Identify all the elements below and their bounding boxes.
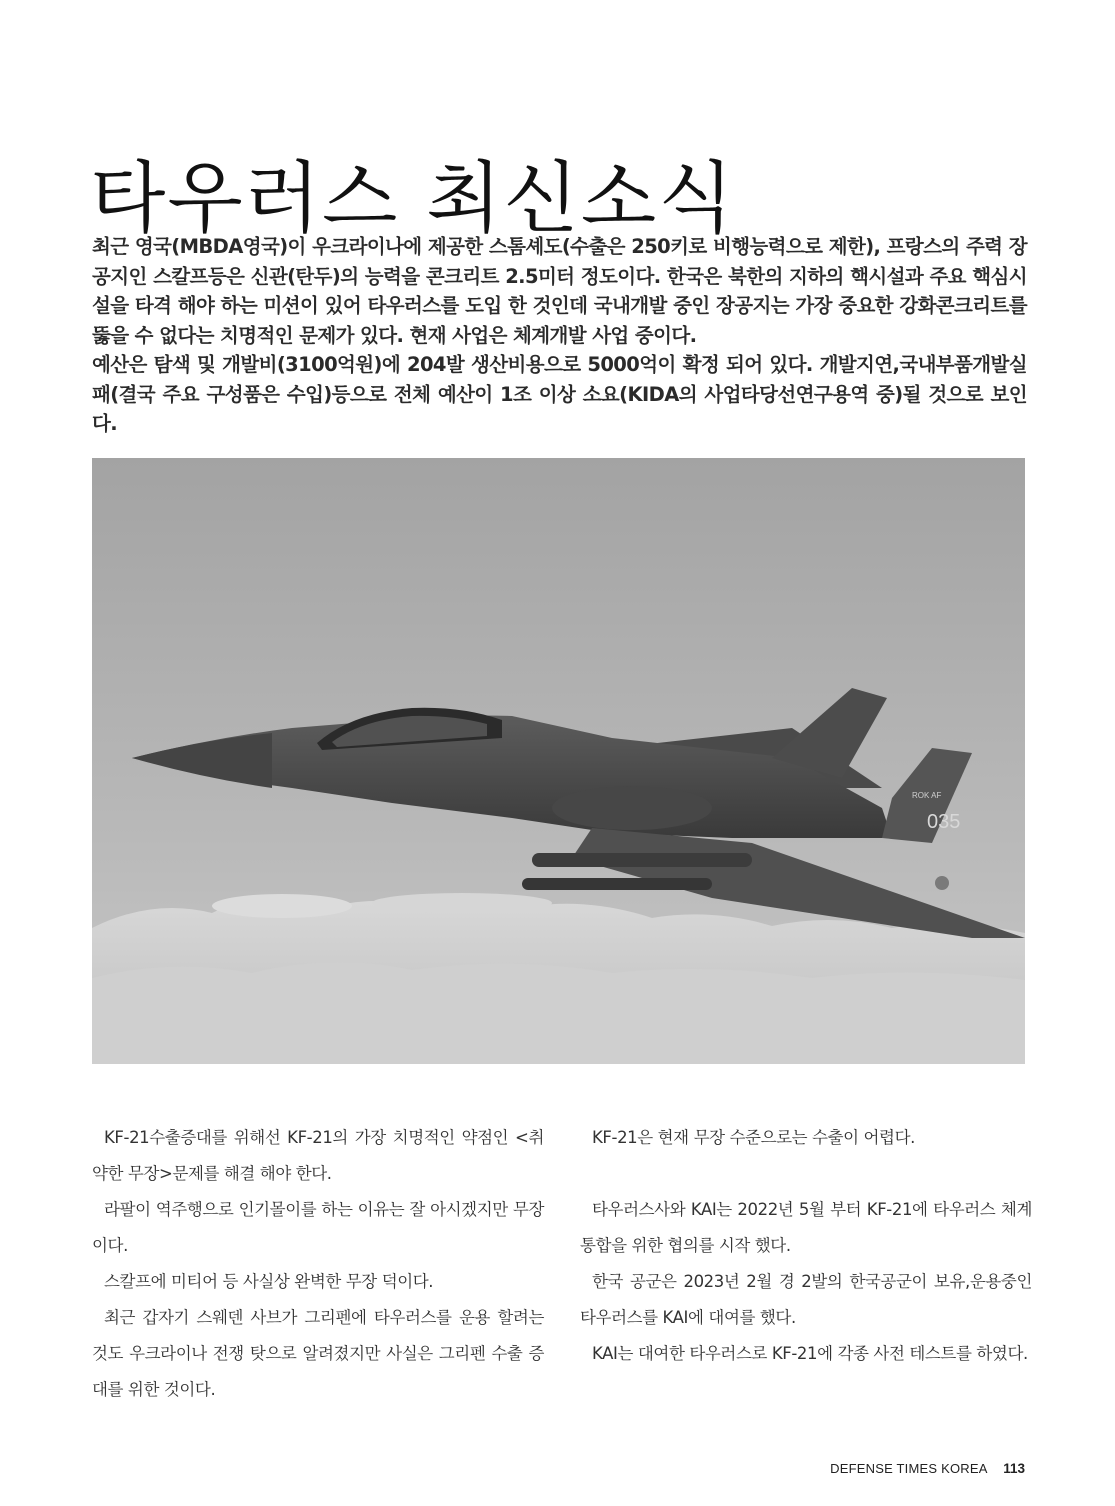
intro-paragraph-1: 최근 영국(MBDA영국)이 우크라이나에 제공한 스톰셰도(수출은 250키로 비행능력으로 제한), 프랑스의 주력 장공지인 스칼프등은 신관(탄두)의 능력을 콘크리트 2.5미터 정도이다. 한국은 북한의 지하의 핵시설과 주요 핵심시설을 타격 해야 하는 미션이 있어 타우러스를 도입 한 것인데 국내개발 중인 장공지는 가장 중요한 강화콘크리트를 뚫을 수 없다는 치명적인 문제가 있다. 현재 사업은 체계개발 사업 중이다. bbox=[92, 235, 1027, 347]
page-footer bbox=[830, 1461, 1025, 1476]
right-paragraph-2: 타우러스사와 KAI는 2022년 5월 부터 KF-21에 타우러스 체계통합을 위한 협의를 시작 했다. bbox=[580, 1200, 1032, 1255]
article-title: 타우러스 최신소식 bbox=[90, 154, 736, 245]
fighter-jet-illustration bbox=[92, 458, 1025, 1064]
left-paragraph-4: 최근 갑자기 스웨덴 사브가 그리펜에 타우러스를 운용 할려는 것도 우크라이나 전쟁 탓으로 알려졌지만 사실은 그리펜 수출 증대를 위한 것이다. bbox=[92, 1308, 544, 1399]
right-column bbox=[580, 1120, 1032, 1372]
tail-marking-text: ROK AF bbox=[912, 791, 942, 800]
left-paragraph-1: KF-21수출증대를 위해선 KF-21의 가장 치명적인 약점인 <취약한 무장>문제를 해결 해야 한다. bbox=[92, 1128, 544, 1183]
publication-name: DEFENSE TIMES KOREA bbox=[830, 1461, 988, 1476]
left-paragraph-3: 스칼프에 미티어 등 사실상 완벽한 무장 덕이다. bbox=[104, 1272, 434, 1291]
right-paragraph-1: KF-21은 현재 무장 수준으로는 수출이 어렵다. bbox=[592, 1128, 915, 1147]
intro-paragraph-2: 예산은 탐색 및 개발비(3100억원)에 204발 생산비용으로 5000억이 확정 되어 있다. 개발지연,국내부품개발실패(결국 주요 구성품은 수입)등으로 전체 예산이 1조 이상 소요(KIDA의 사업타당선연구용역 중)될 것으로 보인다. bbox=[92, 353, 1027, 435]
left-paragraph-2: 라팔이 역주행으로 인기몰이를 하는 이유는 잘 아시겠지만 무장이다. bbox=[92, 1200, 544, 1255]
paragraph-spacer bbox=[580, 1156, 1032, 1192]
right-paragraph-4: KAI는 대여한 타우러스로 KF-21에 각종 사전 테스트를 하였다. bbox=[592, 1344, 1028, 1363]
fighter-jet-photo bbox=[92, 458, 1025, 1064]
page-number: 113 bbox=[1003, 1461, 1025, 1476]
left-column bbox=[92, 1120, 544, 1408]
article-body bbox=[92, 1120, 1032, 1410]
right-paragraph-3: 한국 공군은 2023년 2월 경 2발의 한국공군이 보유,운용중인 타우러스를 KAI에 대여를 했다. bbox=[580, 1272, 1032, 1327]
intro-paragraph bbox=[92, 232, 1027, 439]
tail-number: 035 bbox=[927, 811, 961, 833]
